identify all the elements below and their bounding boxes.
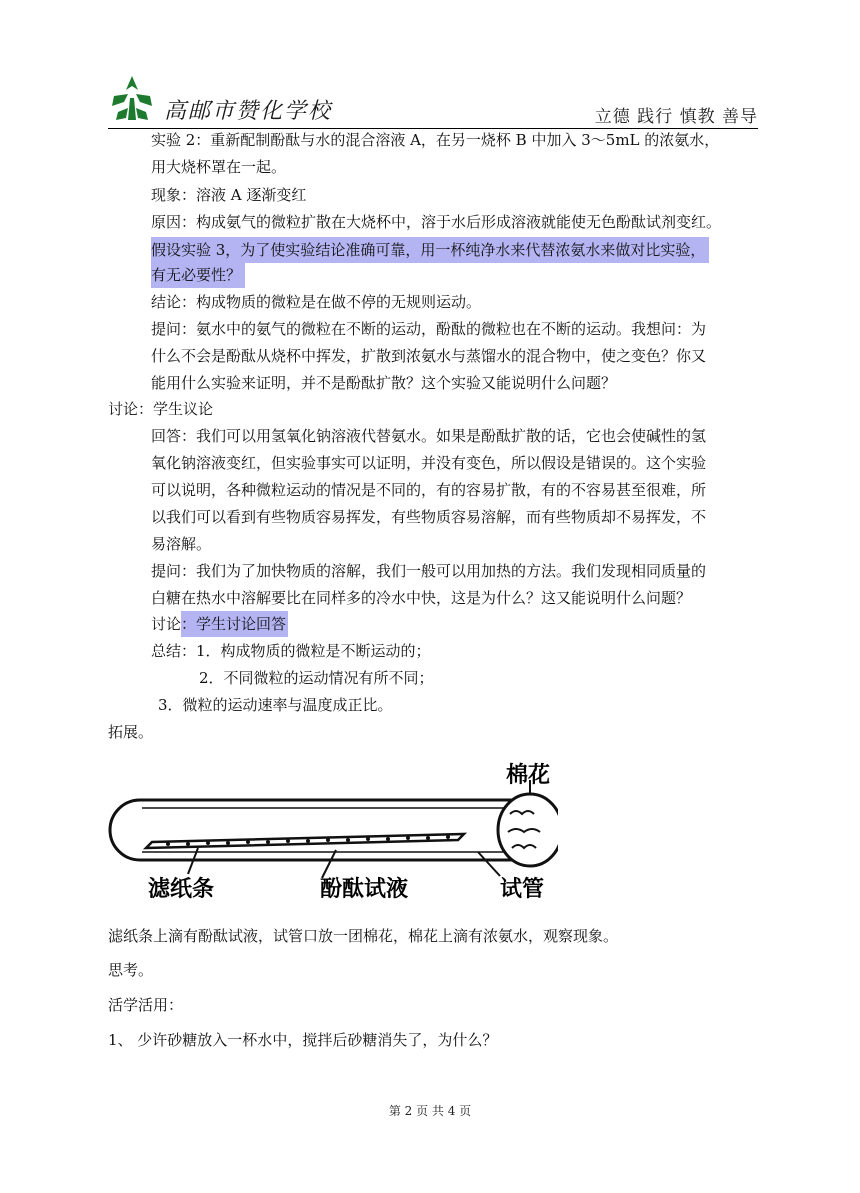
school-motto: 立德 践行 慎教 善导 bbox=[594, 107, 758, 127]
text-line: 回答：我们可以用氢氧化钠溶液代替氨水。如果是酚酞扩散的话，它也会使碱性的氢 bbox=[151, 427, 707, 445]
text-line: 可以说明，各种微粒运动的情况是不同的，有的容易扩散，有的不容易甚至很难，所 bbox=[151, 481, 707, 499]
page-header bbox=[108, 66, 758, 128]
text-line: 氧化钠溶液变红，但实验事实可以证明，并没有变色，所以假设是错误的。这个实验 bbox=[151, 454, 707, 472]
label-cotton: 棉花 bbox=[506, 763, 551, 788]
text-line: 能用什么实验来证明，并不是酚酞扩散？这个实验又能说明什么问题？ bbox=[151, 374, 617, 392]
highlighted-line: ：学生讨论回答 bbox=[181, 611, 288, 637]
text-line: 2．不同微粒的运动情况有所不同； bbox=[199, 669, 434, 687]
text-line: 活学活用： bbox=[108, 996, 184, 1014]
header-rule bbox=[108, 128, 758, 129]
text-line: 总结：1．构成物质的微粒是不断运动的； bbox=[151, 642, 431, 660]
text-line: 原因：构成氨气的微粒扩散在大烧杯中，溶于水后形成溶液就能使无色酚酞试剂变红。 bbox=[151, 213, 722, 231]
page-footer: 第 2 页 共 4 页 bbox=[388, 1104, 472, 1118]
text-line: 讨论：学生议论 bbox=[108, 400, 214, 418]
text-line: 3．微粒的运动速率与温度成正比。 bbox=[158, 696, 393, 714]
text-line: 思考。 bbox=[108, 961, 154, 979]
text-line: 现象：溶液 A 逐渐变红 bbox=[151, 186, 307, 204]
figure-caption: 滤纸条上滴有酚酞试液，试管口放一团棉花，棉花上滴有浓氨水，观察现象。 bbox=[108, 927, 619, 945]
text-line: 白糖在热水中溶解要比在同样多的冷水中快，这是为什么？这又能说明什么问题？ bbox=[151, 589, 692, 607]
text-line: 拓展。 bbox=[108, 723, 154, 741]
label-filter-strip: 滤纸条 bbox=[148, 877, 215, 902]
label-test-tube: 试管 bbox=[500, 877, 545, 902]
school-logo-icon bbox=[108, 72, 156, 124]
text-line: 用大烧杯罩在一起。 bbox=[151, 158, 287, 176]
school-name: 高邮市赞化学校 bbox=[164, 99, 333, 124]
highlighted-line: 有无必要性？ bbox=[151, 262, 245, 288]
highlighted-line: 假设实验 3，为了使实验结论准确可靠，用一杯纯净水来代替浓氨水来做对比实验， bbox=[151, 237, 709, 263]
question-1: 1、 少许砂糖放入一杯水中，搅拌后砂糖消失了，为什么？ bbox=[108, 1031, 498, 1049]
text-line-label: 讨论 bbox=[151, 615, 182, 633]
text-line: 以我们可以看到有些物质容易挥发，有些物质容易溶解，而有些物质却不易挥发，不 bbox=[151, 508, 707, 526]
text-line: 什么不会是酚酞从烧杯中挥发，扩散到浓氨水与蒸馏水的混合物中，使之变色？你又 bbox=[151, 347, 707, 365]
text-line: 结论：构成物质的微粒是在做不停的无规则运动。 bbox=[151, 293, 482, 311]
text-line: 提问：我们为了加快物质的溶解，我们一般可以用加热的方法。我们发现相同质量的 bbox=[151, 562, 707, 580]
text-line: 提问：氨水中的氨气的微粒在不断的运动，酚酞的微粒也在不断的运动。我想问：为 bbox=[151, 320, 707, 338]
test-tube-figure bbox=[108, 752, 558, 912]
text-line: 易溶解。 bbox=[151, 535, 212, 553]
text-line: 实验 2：重新配制酚酞与水的混合溶液 A，在另一烧杯 B 中加入 3～5mL 的浓氨水， bbox=[151, 131, 720, 149]
label-phenolphthalein: 酚酞试液 bbox=[320, 877, 409, 902]
